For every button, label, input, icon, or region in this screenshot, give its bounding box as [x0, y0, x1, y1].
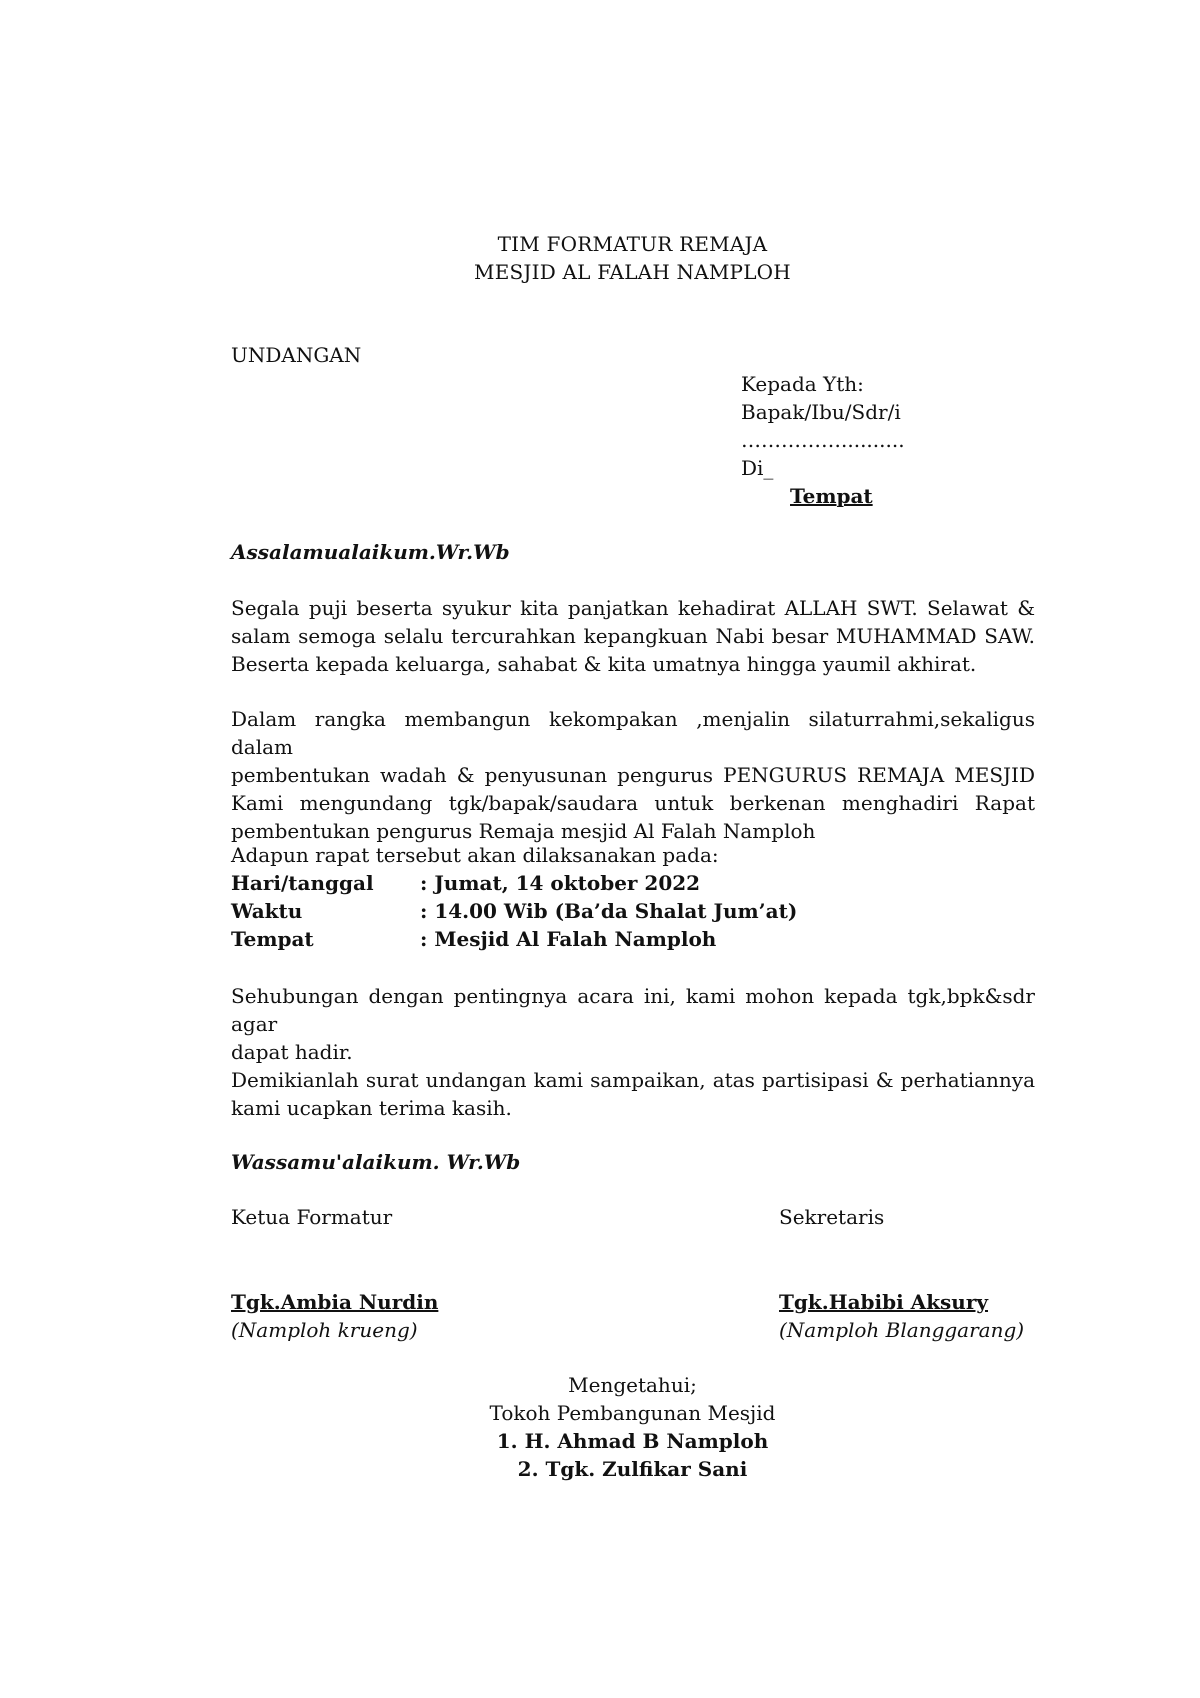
recipient-place: Tempat	[790, 484, 873, 508]
detail-value-date: : Jumat, 14 oktober 2022	[420, 871, 701, 895]
acknowledgement-heading: Mengetahui;	[568, 1373, 697, 1397]
paragraph-line: pembentukan pengurus Remaja mesjid Al Falah Namploh	[231, 819, 816, 843]
paragraph-line: Demikianlah surat undangan kami sampaikan, atas partisipasi & perhatiannya	[231, 1068, 1035, 1092]
recipient-line-2: Bapak/Ibu/Sdr/i	[741, 400, 901, 424]
acknowledgement-item-1: 1. H. Ahmad B Namploh	[496, 1429, 769, 1453]
header-line-1: TIM FORMATUR REMAJA	[497, 232, 768, 256]
right-signatory-role: Sekretaris	[779, 1205, 885, 1229]
paragraph-line: Beserta kepada keluarga, sahabat & kita umatnya hingga yaumil akhirat.	[231, 652, 977, 676]
subject: UNDANGAN	[231, 343, 362, 367]
left-signatory-name: Tgk.Ambia Nurdin	[231, 1290, 439, 1314]
recipient-line-1: Kepada Yth:	[741, 372, 864, 396]
left-signatory-role: Ketua Formatur	[231, 1205, 393, 1229]
recipient-line-4: Di_	[741, 456, 774, 480]
paragraph-line: pembentukan wadah & penyusunan pengurus PENGURUS REMAJA MESJID	[231, 763, 1035, 787]
paragraph-purpose	[231, 705, 1035, 845]
paragraph-line: dapat hadir.	[231, 1040, 353, 1064]
paragraph-line: Sehubungan dengan pentingnya acara ini, kami mohon kepada tgk,bpk&sdr agar	[231, 984, 1035, 1036]
detail-value-place: : Mesjid Al Falah Namploh	[420, 927, 717, 951]
recipient-line-3: ……………..........	[741, 428, 905, 452]
details-intro: Adapun rapat tersebut akan dilaksanakan pada:	[231, 843, 719, 867]
header-line-2: MESJID AL FALAH NAMPLOH	[474, 260, 791, 284]
acknowledgement-title: Tokoh Pembangunan Mesjid	[489, 1401, 776, 1425]
right-signatory-name: Tgk.Habibi Aksury	[779, 1290, 989, 1314]
paragraph-line: Dalam rangka membangun kekompakan ,menjalin silaturrahmi,sekaligus dalam	[231, 707, 1035, 759]
paragraph-line: Kami mengundang tgk/bapak/saudara untuk berkenan menghadiri Rapat	[231, 791, 1035, 815]
acknowledgement-item-2: 2. Tgk. Zulfikar Sani	[517, 1457, 748, 1481]
paragraph-line: kami ucapkan terima kasih.	[231, 1096, 512, 1120]
paragraph-opening	[231, 594, 1035, 678]
detail-value-time: : 14.00 Wib (Ba’da Shalat Jum’at)	[420, 899, 798, 923]
detail-label-date: Hari/tanggal	[231, 871, 374, 895]
right-signatory-origin: (Namploh Blanggarang)	[779, 1318, 1025, 1342]
detail-label-time: Waktu	[231, 899, 303, 923]
paragraph-closing	[231, 1066, 1035, 1122]
closing-salutation: Wassamu'alaikum. Wr.Wb	[231, 1150, 521, 1174]
detail-label-place: Tempat	[231, 927, 314, 951]
paragraph-request	[231, 982, 1035, 1066]
greeting: Assalamualaikum.Wr.Wb	[231, 540, 510, 564]
left-signatory-origin: (Namploh krueng)	[231, 1318, 418, 1342]
paragraph-line: salam semoga selalu tercurahkan kepangkuan Nabi besar MUHAMMAD SAW.	[231, 624, 1035, 648]
paragraph-line: Segala puji beserta syukur kita panjatkan kehadirat ALLAH SWT. Selawat &	[231, 596, 1035, 620]
